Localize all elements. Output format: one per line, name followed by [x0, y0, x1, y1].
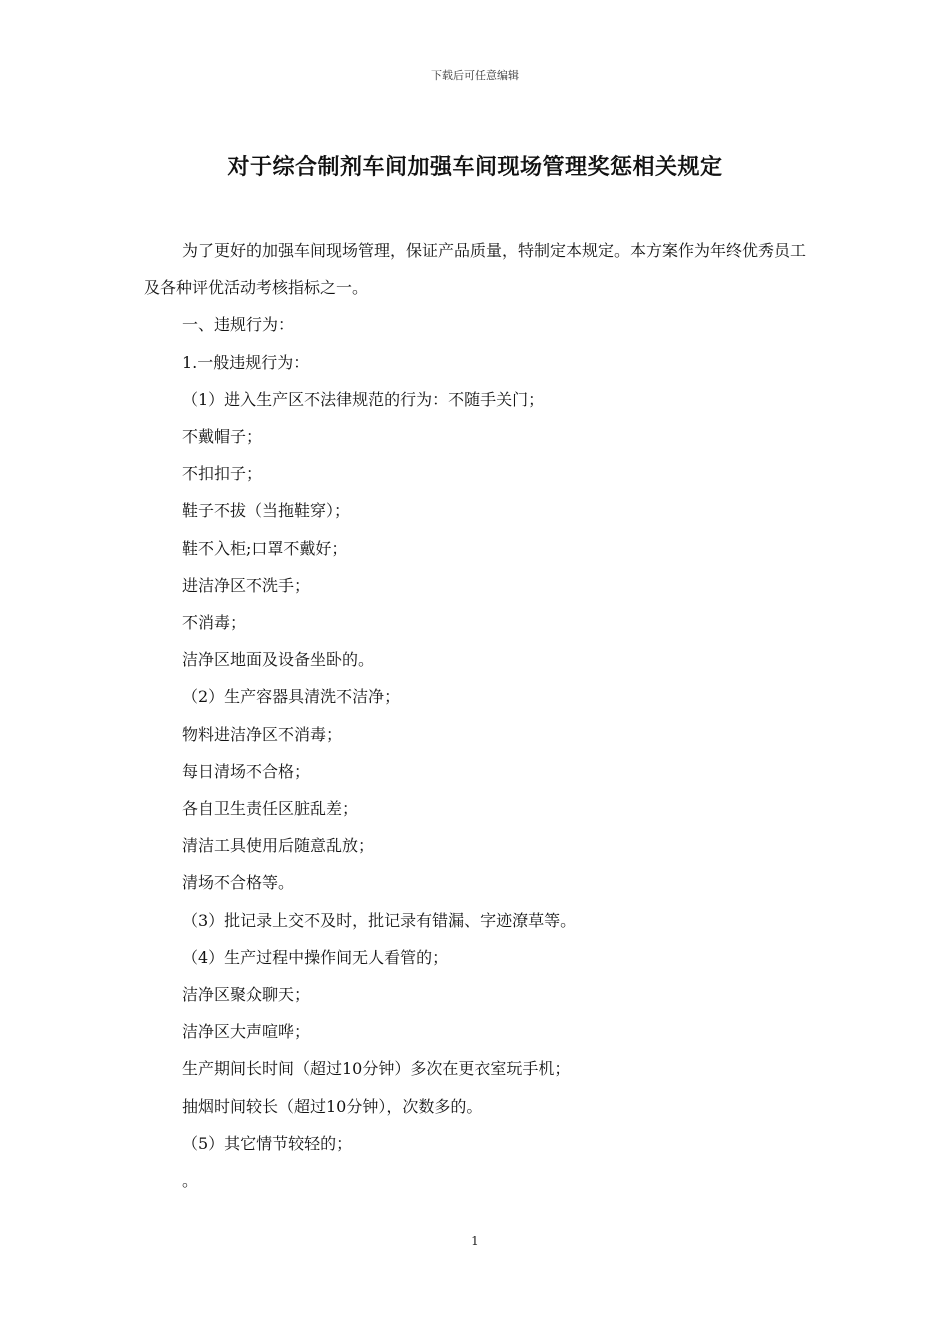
body-line: 鞋不入柜;口罩不戴好；: [182, 538, 348, 558]
document-title: 对于综合制剂车间加强车间现场管理奖惩相关规定: [227, 154, 723, 180]
body-line: 清场不合格等。: [182, 873, 295, 893]
document-body: [144, 232, 808, 1199]
intro-paragraph: 为了更好的加强车间现场管理，保证产品质量，特制定本规定。本方案作为年终优秀员工及各种评优活动考核指标之一。: [144, 241, 807, 298]
body-line: 抽烟时间较长（超过10分钟），次数多的。: [182, 1096, 483, 1116]
body-line: 每日清场不合格；: [182, 761, 311, 781]
body-line: （1）进入生产区不法律规范的行为：不随手关门；: [182, 389, 545, 409]
body-line: 清洁工具使用后随意乱放；: [182, 836, 375, 856]
body-line: 洁净区大声喧哗；: [182, 1022, 311, 1042]
body-line: 物料进洁净区不消毒；: [182, 724, 343, 744]
body-line: 各自卫生责任区脏乱差；: [182, 799, 359, 819]
body-line: （5）其它情节较轻的；: [182, 1133, 353, 1153]
body-line: 一、违规行为：: [182, 315, 295, 335]
body-line: 不扣扣子；: [182, 464, 263, 484]
body-line: 洁净区地面及设备坐卧的。: [182, 650, 375, 670]
body-line: （3）批记录上交不及时，批记录有错漏、字迹潦草等。: [182, 910, 577, 930]
body-line: 不戴帽子；: [182, 427, 263, 447]
body-line: 进洁净区不洗手；: [182, 575, 311, 595]
body-line: （2）生产容器具清洗不洁净；: [182, 687, 401, 707]
body-line: 鞋子不拔（当拖鞋穿）；: [182, 501, 351, 521]
body-line: 生产期间长时间（超过10分钟）多次在更衣室玩手机；: [182, 1059, 571, 1079]
header-note: 下载后可任意编辑: [431, 69, 519, 82]
body-line: 不消毒；: [182, 613, 247, 633]
body-line: 。: [182, 1171, 199, 1191]
body-line: 洁净区聚众聊天；: [182, 985, 311, 1005]
page-number: 1: [471, 1234, 479, 1248]
body-line: 1.一般违规行为：: [182, 352, 310, 372]
body-line: （4）生产过程中操作间无人看管的；: [182, 947, 449, 967]
